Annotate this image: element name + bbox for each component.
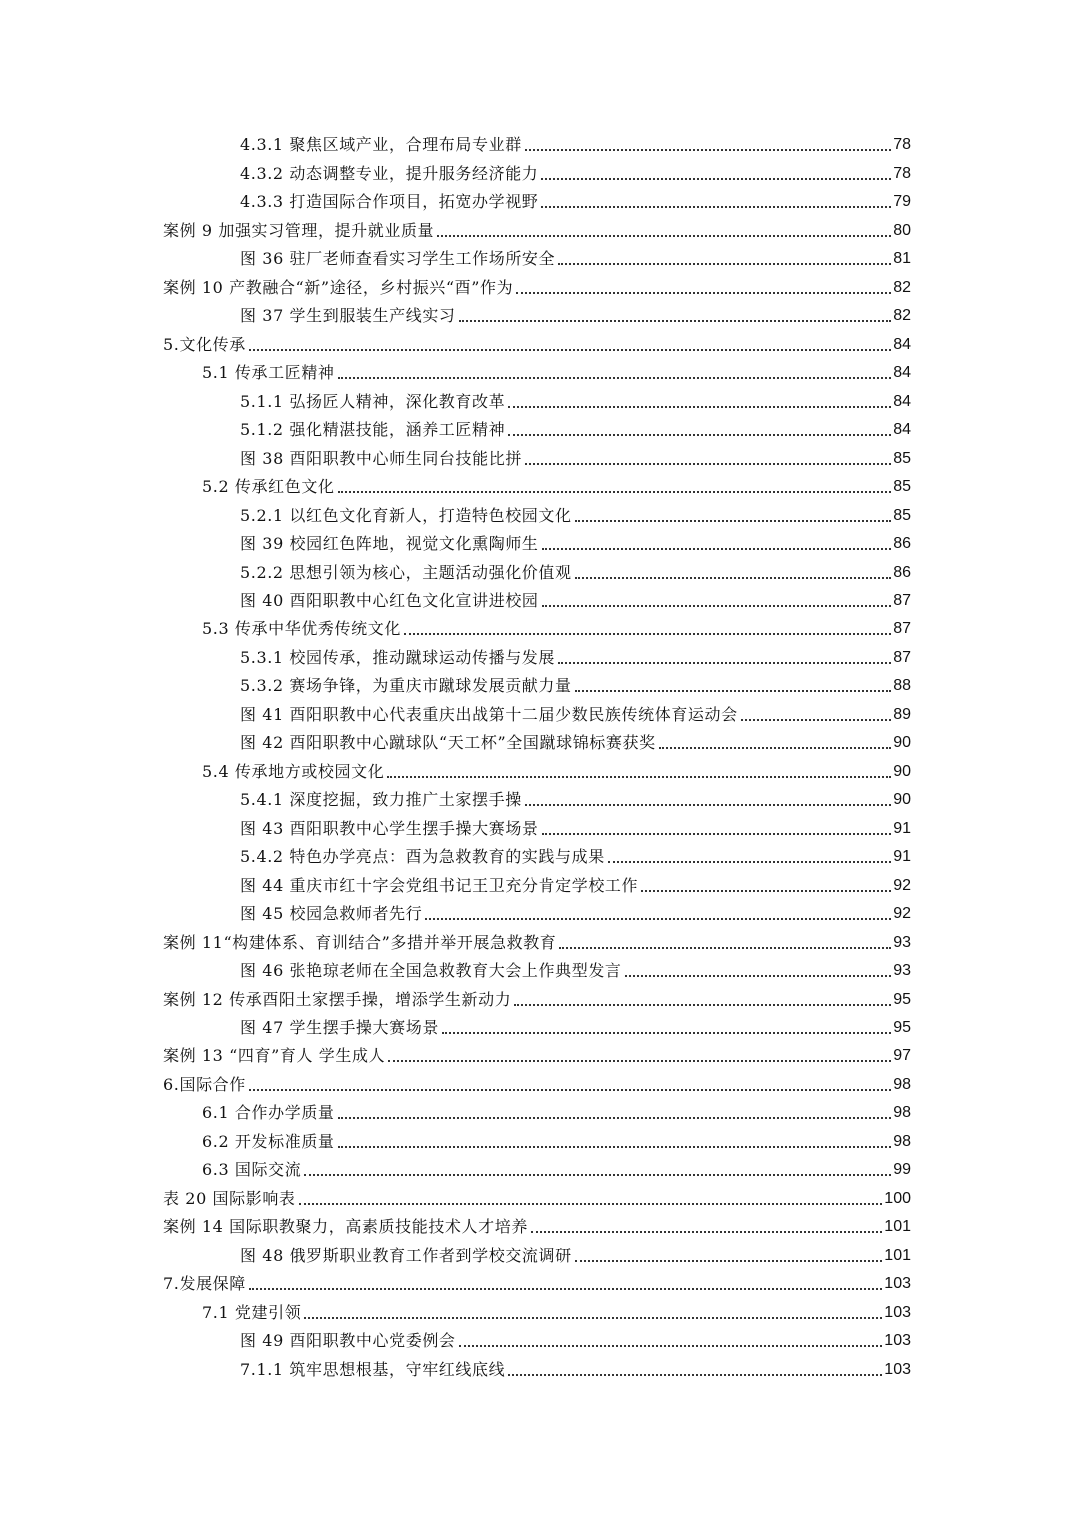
toc-entry[interactable] [0,586,1074,614]
toc-entry[interactable] [0,813,1074,841]
dot-leader [459,1345,883,1347]
toc-entry[interactable] [0,899,1074,927]
toc-entry-page-number: 78 [893,136,911,154]
toc-entry-title: 6.国际合作 [163,1075,249,1095]
toc-entry-title: 5.4 传承地方或校园文化 [202,762,387,782]
dot-leader [542,833,892,835]
dot-leader [542,548,892,550]
toc-entry-page-number: 82 [893,307,911,325]
toc-entry[interactable] [0,842,1074,870]
toc-entry-title: 5.1.2 强化精湛技能，涵养工匠精神 [240,420,508,440]
dot-leader [514,1004,891,1006]
toc-entry[interactable] [0,642,1074,670]
dot-leader [608,861,891,863]
toc-entry-title: 图 40 酉阳职教中心红色文化宣讲进校园 [240,591,542,611]
toc-entry-title: 6.1 合作办学质量 [202,1103,338,1123]
toc-entry-page-number: 103 [884,1360,911,1378]
toc-entry-page-number: 101 [884,1246,911,1264]
dot-leader [641,890,891,892]
dot-leader [575,520,892,522]
toc-entry[interactable] [0,785,1074,813]
toc-entry-page-number: 78 [893,164,911,182]
toc-entry-page-number: 86 [893,563,911,581]
toc-entry[interactable] [0,1013,1074,1041]
toc-entry-title: 图 47 学生摆手操大赛场景 [240,1018,442,1038]
dot-leader [741,719,891,721]
dot-leader [575,690,892,692]
toc-entry-page-number: 92 [893,876,911,894]
toc-entry-title: 5.1.1 弘扬匠人精神，深化教育改革 [240,392,508,412]
toc-entry-title: 图 46 张艳琼老师在全国急救教育大会上作典型发言 [240,961,625,981]
toc-entry-page-number: 90 [893,734,911,752]
toc-entry-page-number: 84 [893,335,911,353]
toc-entry[interactable] [0,329,1074,357]
toc-entry-page-number: 93 [893,962,911,980]
dot-leader [249,1089,891,1091]
toc-entry-page-number: 85 [893,478,911,496]
dot-leader [516,292,891,294]
dot-leader [304,1174,891,1176]
toc-entry-title: 案例 12 传承酉阳土家摆手操，增添学生新动力 [163,990,514,1010]
toc-entry[interactable] [0,1297,1074,1325]
dot-leader [559,947,891,949]
toc-entry-page-number: 98 [893,1075,911,1093]
toc-entry-title: 图 42 酉阳职教中心蹴球队“天工杯”全国蹴球锦标赛获奖 [240,733,659,753]
toc-entry-page-number: 92 [893,905,911,923]
dot-leader [299,1203,883,1205]
dot-leader [541,206,891,208]
toc-entry-page-number: 97 [893,1047,911,1065]
toc-entry[interactable] [0,956,1074,984]
dot-leader [304,1317,882,1319]
toc-entry-page-number: 98 [893,1104,911,1122]
toc-entry-title: 图 48 俄罗斯职业教育工作者到学校交流调研 [240,1246,575,1266]
dot-leader [508,406,891,408]
toc-entry-title: 5.2.2 思想引领为核心，主题活动强化价值观 [240,563,575,583]
dot-leader [542,605,892,607]
toc-entry-page-number: 98 [893,1132,911,1150]
dot-leader [442,1032,891,1034]
toc-entry-title: 4.3.3 打造国际合作项目，拓宽办学视野 [240,192,541,212]
toc-entry-page-number: 87 [893,620,911,638]
toc-entry-page-number: 85 [893,506,911,524]
toc-entry[interactable] [0,415,1074,443]
toc-entry-page-number: 80 [893,221,911,239]
toc-entry[interactable] [0,557,1074,585]
dot-leader [541,178,891,180]
dot-leader [459,320,892,322]
toc-entry-page-number: 103 [884,1275,911,1293]
toc-entry-page-number: 81 [893,250,911,268]
dot-leader [425,918,891,920]
toc-entry-title: 图 37 学生到服装生产线实习 [240,306,459,326]
toc-entry[interactable] [0,130,1074,158]
toc-entry[interactable] [0,1098,1074,1126]
dot-leader [625,975,892,977]
toc-entry[interactable] [0,671,1074,699]
dot-leader [388,1060,891,1062]
toc-entry[interactable] [0,301,1074,329]
toc-entry-page-number: 93 [893,933,911,951]
toc-entry-title: 案例 9 加强实习管理，提升就业质量 [163,221,437,241]
toc-entry-title: 案例 10 产教融合“新”途径，乡村振兴“酉”作为 [163,278,516,298]
toc-entry-title: 案例 11“构建体系、育训结合”多措并举开展急救教育 [163,933,559,953]
toc-entry[interactable] [0,443,1074,471]
toc-entry[interactable] [0,158,1074,186]
dot-leader [249,349,891,351]
toc-entry[interactable] [0,272,1074,300]
toc-entry-title: 5.3.1 校园传承，推动蹴球运动传播与发展 [240,648,558,668]
toc-entry-title: 图 45 校园急救师者先行 [240,904,425,924]
toc-entry[interactable] [0,1155,1074,1183]
dot-leader [338,491,892,493]
toc-entry[interactable] [0,1183,1074,1211]
toc-entry-title: 5.3.2 赛场争锋，为重庆市蹴球发展贡献力量 [240,676,575,696]
dot-leader [525,463,891,465]
toc-entry-title: 5.4.1 深度挖掘，致力推广土家摆手操 [240,790,525,810]
toc-entry-page-number: 91 [893,848,911,866]
toc-entry-page-number: 95 [893,990,911,1008]
toc-entry-title: 5.2 传承红色文化 [202,477,338,497]
toc-entry[interactable] [0,1041,1074,1069]
toc-entry[interactable] [0,358,1074,386]
toc-entry-page-number: 82 [893,278,911,296]
toc-entry[interactable] [0,984,1074,1012]
table-of-contents [0,130,1074,1383]
toc-entry-title: 7.1.1 筑牢思想根基，守牢红线底线 [240,1360,508,1380]
toc-entry[interactable] [0,614,1074,642]
toc-entry-title: 5.文化传承 [163,335,249,355]
toc-entry-page-number: 84 [893,392,911,410]
toc-entry-title: 图 49 酉阳职教中心党委例会 [240,1331,459,1351]
toc-entry[interactable] [0,699,1074,727]
toc-entry-title: 图 39 校园红色阵地，视觉文化熏陶师生 [240,534,542,554]
toc-entry-title: 表 20 国际影响表 [163,1189,299,1209]
toc-entry-title: 4.3.1 聚焦区域产业，合理布局专业群 [240,135,525,155]
dot-leader [659,747,892,749]
toc-entry[interactable] [0,1326,1074,1354]
toc-entry[interactable] [0,1126,1074,1154]
dot-leader [508,1374,882,1376]
toc-entry-page-number: 103 [884,1332,911,1350]
toc-entry[interactable] [0,1240,1074,1268]
toc-entry[interactable] [0,500,1074,528]
toc-entry[interactable] [0,215,1074,243]
toc-entry[interactable] [0,529,1074,557]
toc-entry-title: 图 41 酉阳职教中心代表重庆出战第十二届少数民族传统体育运动会 [240,705,741,725]
toc-entry-page-number: 84 [893,421,911,439]
toc-entry-page-number: 79 [893,193,911,211]
toc-entry-title: 图 36 驻厂老师查看实习学生工作场所安全 [240,249,558,269]
toc-entry-page-number: 87 [893,591,911,609]
toc-entry-title: 图 44 重庆市红十字会党组书记王卫充分肯定学校工作 [240,876,641,896]
toc-entry-title: 案例 13 “四育”育人 学生成人 [163,1046,388,1066]
dot-leader [525,149,891,151]
toc-entry-page-number: 91 [893,819,911,837]
toc-entry-title: 图 43 酉阳职教中心学生摆手操大赛场景 [240,819,542,839]
toc-entry-title: 5.1 传承工匠精神 [202,363,338,383]
toc-entry[interactable] [0,756,1074,784]
dot-leader [338,1146,892,1148]
toc-entry-page-number: 101 [884,1218,911,1236]
toc-entry[interactable] [0,870,1074,898]
dot-leader [404,633,891,635]
toc-entry-page-number: 100 [884,1189,911,1207]
toc-entry[interactable] [0,927,1074,955]
dot-leader [575,577,892,579]
dot-leader [338,1117,892,1119]
toc-entry-page-number: 87 [893,648,911,666]
toc-entry-page-number: 89 [893,705,911,723]
toc-entry-page-number: 90 [893,762,911,780]
toc-entry-title: 5.4.2 特色办学亮点：酉为急救教育的实践与成果 [240,847,608,867]
toc-entry-page-number: 84 [893,364,911,382]
toc-entry-title: 案例 14 国际职教聚力，高素质技能技术人才培养 [163,1217,531,1237]
dot-leader [249,1288,882,1290]
toc-entry[interactable] [0,1212,1074,1240]
toc-entry[interactable] [0,1069,1074,1097]
dot-leader [338,377,892,379]
dot-leader [531,1231,882,1233]
toc-entry[interactable] [0,1269,1074,1297]
toc-entry[interactable] [0,728,1074,756]
toc-entry-title: 4.3.2 动态调整专业，提升服务经济能力 [240,164,541,184]
toc-entry-title: 5.2.1 以红色文化育新人，打造特色校园文化 [240,506,575,526]
toc-entry[interactable] [0,472,1074,500]
toc-entry-title: 图 38 酉阳职教中心师生同台技能比拼 [240,449,525,469]
toc-entry-title: 7.发展保障 [163,1274,249,1294]
toc-entry-title: 7.1 党建引领 [202,1303,304,1323]
toc-entry-page-number: 103 [884,1303,911,1321]
dot-leader [558,263,891,265]
toc-entry[interactable] [0,1354,1074,1382]
toc-entry-title: 6.2 开发标准质量 [202,1132,338,1152]
dot-leader [437,235,891,237]
toc-entry-page-number: 85 [893,449,911,467]
toc-entry-title: 6.3 国际交流 [202,1160,304,1180]
toc-entry-page-number: 86 [893,535,911,553]
dot-leader [387,776,891,778]
dot-leader [525,804,891,806]
toc-entry-page-number: 88 [893,677,911,695]
toc-entry-page-number: 99 [893,1161,911,1179]
dot-leader [558,662,891,664]
toc-entry[interactable] [0,187,1074,215]
toc-entry[interactable] [0,244,1074,272]
toc-entry[interactable] [0,386,1074,414]
toc-entry-page-number: 90 [893,791,911,809]
dot-leader [575,1260,883,1262]
dot-leader [508,434,891,436]
toc-entry-title: 5.3 传承中华优秀传统文化 [202,619,404,639]
toc-entry-page-number: 95 [893,1019,911,1036]
